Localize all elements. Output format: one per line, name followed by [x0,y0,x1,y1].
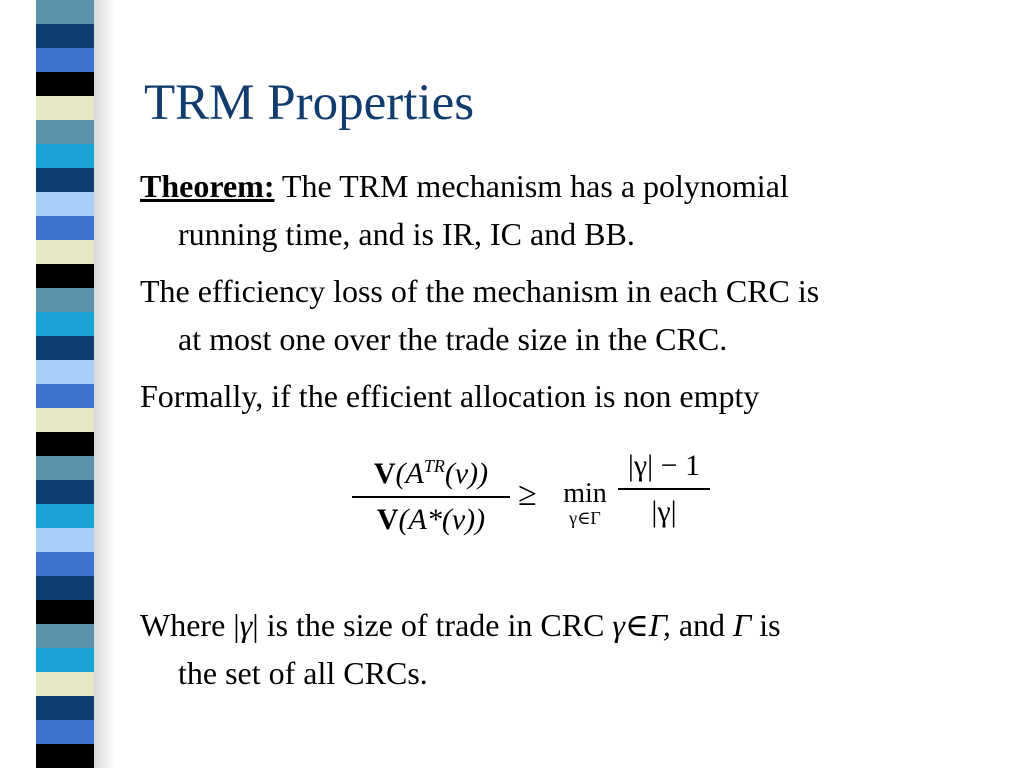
where-paragraph [140,601,1000,697]
decorative-stripe-bar [36,0,94,768]
where-line-1 [140,601,1000,649]
lhs-numerator [352,448,510,492]
min-operator [556,480,614,528]
stripe-block [36,288,94,312]
min-word: min [563,478,607,509]
theorem-label: Theorem: [140,168,275,204]
allocation-trm: (A [395,457,424,490]
slide-title: TRM Properties [144,75,475,131]
stripe-block [36,120,94,144]
stripe-block [36,456,94,480]
value-symbol-den: V [376,503,399,536]
stripe-block [36,216,94,240]
stripe-block [36,312,94,336]
stripe-block [36,144,94,168]
stripe-block [36,72,94,96]
efficiency-line-2: at most one over the trade size in the CRC. [178,321,728,357]
stripe-block [36,672,94,696]
where-line-2: the set of all CRCs. [178,655,428,691]
allocation-efficient: (A*(v)) [398,503,486,536]
rhs-denominator: |γ| [651,495,677,528]
stripe-block [36,432,94,456]
stripe-block [36,192,94,216]
lhs-denominator [352,502,510,538]
where-text-b: | is the size of trade in CRC [252,607,613,643]
valuation-arg: (v)) [444,457,489,490]
theorem-line-1 [140,162,1000,210]
efficiency-line-1: The efficiency loss of the mechanism in each CRC is [140,273,820,309]
trm-superscript: TR [423,456,445,476]
lhs-fraction-bar [352,496,510,498]
lhs-fraction [352,448,510,538]
geq-symbol: ≥ [518,476,537,513]
stripe-block [36,0,94,24]
stripe-block [36,240,94,264]
stripe-block [36,744,94,768]
stripe-block [36,48,94,72]
stripe-block [36,624,94,648]
min-subscript: γ∈Γ [569,508,601,528]
stripe-block [36,576,94,600]
rhs-fraction [618,448,710,530]
efficiency-formula [352,448,712,548]
formally-paragraph [140,372,1000,420]
theorem-line-2: running time, and is IR, IC and BB. [178,216,635,252]
where-text-a: Where | [140,607,240,643]
stripe-block [36,504,94,528]
efficiency-paragraph [140,267,1000,363]
stripe-block [36,336,94,360]
stripe-block [36,384,94,408]
gamma-in-Gamma: γ∈Γ, [612,607,671,643]
stripe-block [36,720,94,744]
gamma-symbol: γ [239,607,253,643]
stripe-block [36,480,94,504]
stripe-block [36,648,94,672]
rhs-fraction-bar [618,488,710,490]
stripe-block [36,528,94,552]
stripe-block [36,24,94,48]
Gamma-symbol: Γ [733,607,752,643]
stripe-block [36,360,94,384]
stripe-block [36,96,94,120]
stripe-block [36,264,94,288]
rhs-numerator: |γ| − 1 [627,449,701,482]
stripe-block [36,408,94,432]
where-text-c: and [670,607,734,643]
theorem-paragraph [140,162,1000,258]
where-text-d: is [751,607,781,643]
stripe-block [36,600,94,624]
stripe-shadow [94,0,116,768]
stripe-block [36,552,94,576]
stripe-block [36,696,94,720]
theorem-text-1: The TRM mechanism has a polynomial [274,168,789,204]
value-symbol: V [373,457,396,490]
stripe-block [36,168,94,192]
formally-line: Formally, if the efficient allocation is non empty [140,378,760,414]
